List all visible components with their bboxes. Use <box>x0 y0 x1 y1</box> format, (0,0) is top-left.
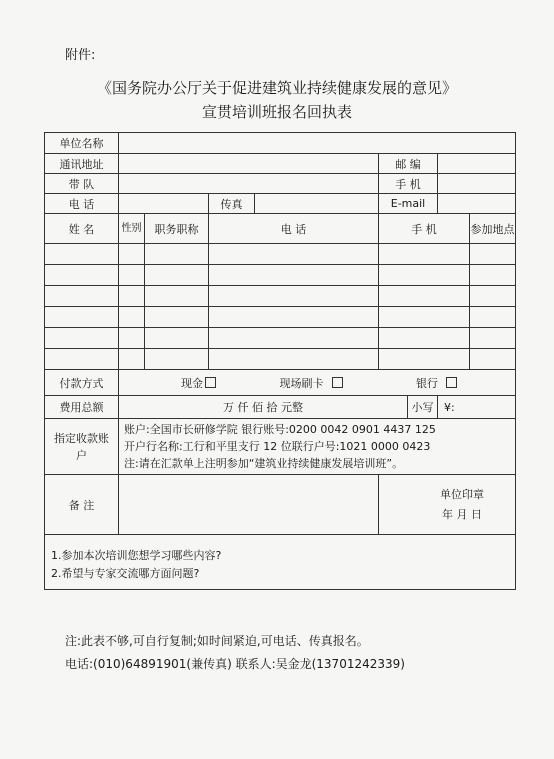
account-label: 指定收款账户 <box>45 419 119 475</box>
seal-area <box>379 475 516 535</box>
attachment-label: 附件: <box>65 48 96 63</box>
postcode-label: 邮 编 <box>379 154 438 174</box>
footer-contact: 电话:(010)64891901(兼传真) 联系人:吴金龙(13701242339) <box>65 657 405 671</box>
pay-card-label: 现场刷卡 <box>279 376 324 390</box>
attendee-row <box>45 286 516 307</box>
seal-label: 单位印章 <box>440 487 484 501</box>
unit-name-field[interactable] <box>119 133 516 154</box>
attendee-row <box>45 307 516 328</box>
mobile-field[interactable] <box>438 174 516 194</box>
footer-notes <box>65 630 405 676</box>
col-name-header: 姓 名 <box>45 214 119 244</box>
registration-form <box>44 132 516 590</box>
mobile-label: 手 机 <box>379 174 438 194</box>
attendee-row <box>45 328 516 349</box>
address-label: 通讯地址 <box>45 154 119 174</box>
pay-cash-checkbox[interactable] <box>205 377 216 388</box>
attendee-row <box>45 244 516 265</box>
leader-label: 带 队 <box>45 174 119 194</box>
question-2: 2.希望与专家交流哪方面问题? <box>51 567 200 580</box>
fax-field[interactable] <box>255 194 379 214</box>
fee-lowercase-field[interactable] <box>438 396 516 419</box>
postcode-field[interactable] <box>438 154 516 174</box>
footer-note: 注:此表不够,可自行复制;如时间紧迫,可电话、传真报名。 <box>65 634 369 648</box>
yuan-sign: ¥: <box>444 400 455 414</box>
unit-name-label: 单位名称 <box>45 133 119 154</box>
remarks-label: 备 注 <box>45 475 119 535</box>
question-1: 1.参加本次培训您想学习哪些内容? <box>51 549 222 562</box>
questions-area[interactable] <box>45 535 516 590</box>
seal-date: 年 月 日 <box>442 507 482 521</box>
address-field[interactable] <box>119 154 379 174</box>
pay-card-checkbox[interactable] <box>332 377 343 388</box>
fee-label: 费用总额 <box>45 396 119 419</box>
account-line-1: 账户:全国市长研修学院 银行账号:0200 0042 0901 4437 125 <box>124 423 436 436</box>
col-gender-header: 性别 <box>119 214 145 244</box>
document-subtitle: 宣贯培训班报名回执表 <box>201 103 352 121</box>
col-title-header: 职务职称 <box>145 214 209 244</box>
payment-label: 付款方式 <box>45 370 119 396</box>
phone-field[interactable] <box>119 194 209 214</box>
attendee-row <box>45 349 516 370</box>
account-line-3: 注:请在汇款单上注明参加“建筑业持续健康发展培训班”。 <box>124 457 404 470</box>
email-label: E-mail <box>379 194 438 214</box>
attendee-row <box>45 265 516 286</box>
pay-bank-checkbox[interactable] <box>446 377 457 388</box>
col-phone-header: 电 话 <box>209 214 379 244</box>
payment-options <box>119 370 516 396</box>
leader-field[interactable] <box>119 174 379 194</box>
remarks-field[interactable] <box>119 475 379 535</box>
fax-label: 传真 <box>209 194 255 214</box>
account-info <box>119 419 516 475</box>
phone-label: 电 话 <box>45 194 119 214</box>
col-mobile-header: 手 机 <box>379 214 470 244</box>
lowercase-label: 小写 <box>408 396 438 419</box>
pay-cash-label: 现金 <box>181 376 203 390</box>
account-line-2: 开户行名称:工行和平里支行 12 位联行户号:1021 0000 0423 <box>124 440 431 453</box>
fee-units: 万 仟 佰 拾 元整 <box>119 396 408 419</box>
email-field[interactable] <box>438 194 516 214</box>
pay-bank-label: 银行 <box>416 376 438 390</box>
document-title: 《国务院办公厅关于促进建筑业持续健康发展的意见》 <box>96 79 457 97</box>
col-location-header: 参加地点 <box>470 214 516 244</box>
